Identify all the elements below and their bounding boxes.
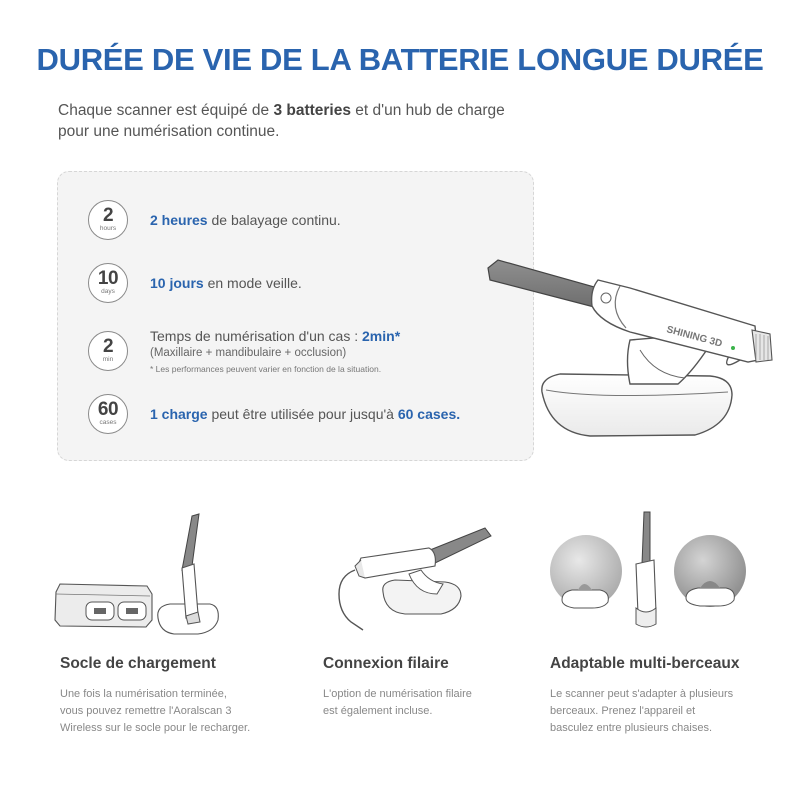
desc-line: Une fois la numérisation terminée, [60, 688, 227, 700]
stat-highlight-2: 60 cases. [397, 406, 461, 422]
feature-desc-multi-cradle [550, 686, 733, 737]
intro-line2: pour une numérisation continue. [58, 123, 280, 140]
badge-unit: days [101, 288, 115, 295]
badge-number: 60 [97, 399, 119, 420]
scanner-on-cradle-illustration [480, 250, 780, 450]
stat-footnote: * Les performances peuvent varier en fonction de la situation. [150, 364, 382, 374]
stat-row-days [88, 263, 302, 303]
desc-line: est également incluse. [323, 705, 433, 717]
feature-desc-dock [60, 686, 250, 737]
feature-title-dock: Socle de chargement [60, 655, 216, 672]
stat-text [150, 212, 341, 228]
stat-highlight: 2 heures [150, 212, 208, 228]
stat-highlight: 10 jours [150, 275, 204, 291]
stat-row-hours [88, 200, 341, 240]
desc-line: Le scanner peut s'adapter à plusieurs [550, 688, 734, 700]
badge-number: 10 [97, 268, 119, 289]
feature-desc-wired [323, 686, 472, 720]
page-title: DURÉE DE VIE DE LA BATTERIE LONGUE DURÉE [36, 42, 764, 77]
stat-rest: peut être utilisée pour jusqu'à [207, 406, 398, 422]
stat-rest: en mode veille. [203, 275, 302, 291]
wired-connection-illustration [325, 522, 495, 632]
stat-rest: Temps de numérisation d'un cas : [150, 328, 363, 344]
stat-highlight: 1 charge [150, 406, 208, 422]
feature-title-wired: Connexion filaire [323, 655, 449, 672]
days-badge [88, 263, 128, 303]
min-badge [88, 331, 128, 371]
badge-unit: hours [99, 225, 117, 232]
multi-cradle-illustration [548, 508, 748, 638]
desc-line: basculez entre plusieurs chaises. [550, 722, 713, 734]
stat-text [150, 328, 400, 344]
intro-text [58, 100, 618, 142]
desc-line: vous pouvez remettre l'Aoralscan 3 [60, 705, 232, 717]
badge-number: 2 [102, 336, 114, 357]
feature-title-multi-cradle: Adaptable multi-berceaux [550, 655, 740, 672]
intro-pre: Chaque scanner est équipé de [58, 102, 274, 119]
scanner-brand-label: SHINING 3D [665, 324, 724, 350]
stat-text [150, 406, 460, 422]
stat-rest: de balayage continu. [207, 212, 341, 228]
badge-unit: cases [99, 419, 117, 426]
stat-highlight: 2min* [362, 328, 401, 344]
cases-badge [88, 394, 128, 434]
stat-row-min [88, 328, 400, 374]
desc-line: berceaux. Prenez l'appareil et [550, 705, 696, 717]
stat-row-cases [88, 394, 460, 434]
stat-subtext: (Maxillaire + mandibulaire + occlusion) [150, 347, 347, 359]
charging-dock-illustration [52, 510, 227, 640]
badge-unit: min [102, 356, 114, 363]
hours-badge [88, 200, 128, 240]
stat-text-block [150, 328, 400, 374]
desc-line: L'option de numérisation filaire [323, 688, 472, 700]
intro-bold: 3 batteries [273, 102, 351, 119]
badge-number: 2 [102, 205, 114, 226]
stat-text [150, 275, 302, 291]
intro-post: et d'un hub de charge [350, 102, 505, 119]
desc-line: Wireless sur le socle pour le recharger. [60, 722, 251, 734]
